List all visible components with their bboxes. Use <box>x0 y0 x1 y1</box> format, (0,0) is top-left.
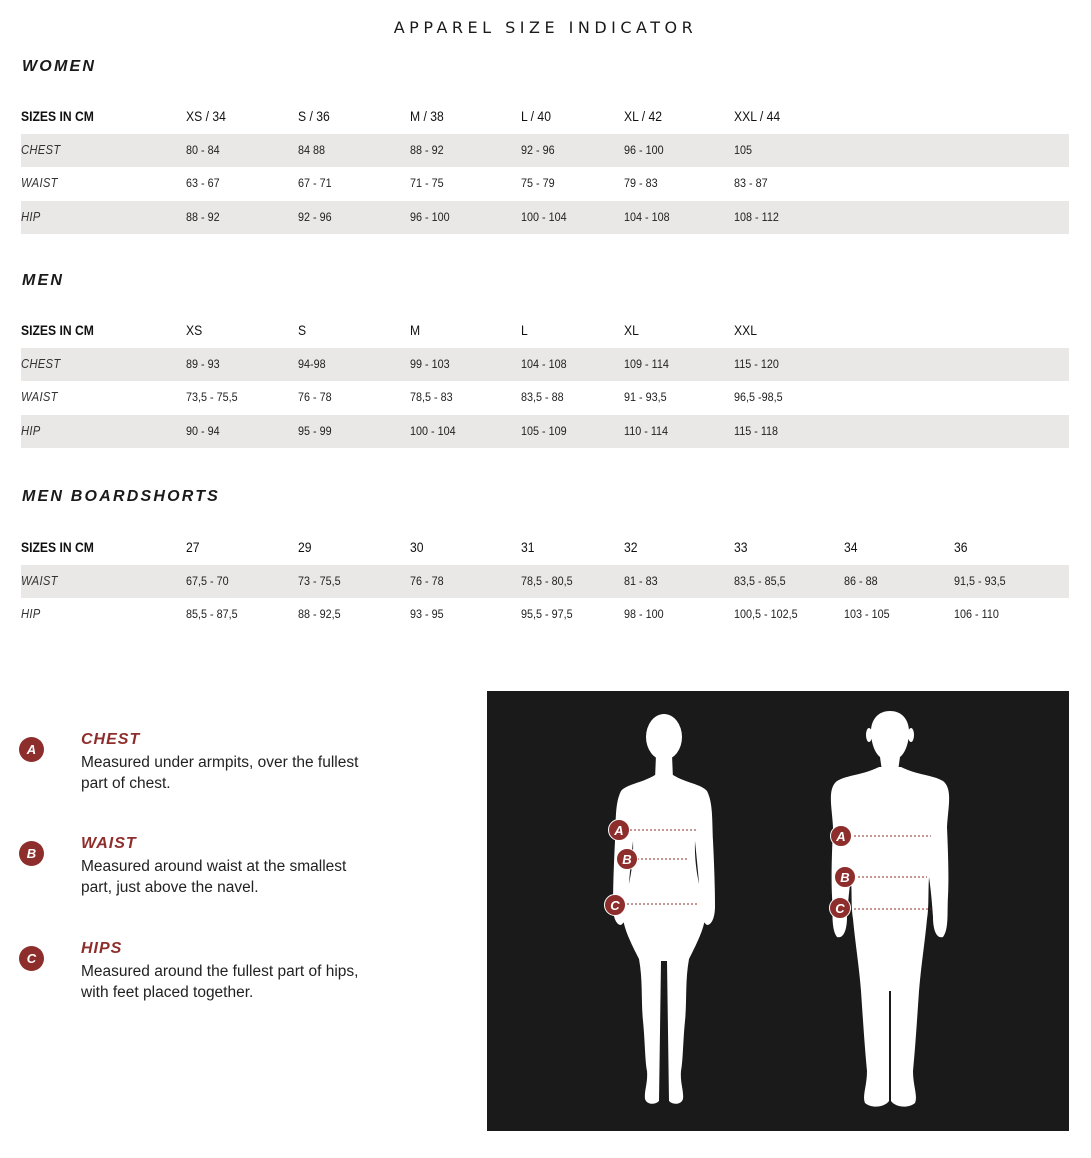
header-cell: XS <box>186 323 203 338</box>
table-cell: 96,5 -98,5 <box>734 390 783 404</box>
body-measurement-figure <box>487 691 1069 1131</box>
marker-label: A <box>614 823 624 838</box>
row-label: CHEST <box>21 142 61 157</box>
legend-item-hips <box>19 937 459 1007</box>
table-cell: 91 - 93,5 <box>624 390 667 404</box>
row-label: HIP <box>21 607 41 621</box>
header-cell: L / 40 <box>521 109 551 124</box>
row-label: HIP <box>21 423 41 438</box>
header-cell: S <box>298 323 307 338</box>
table-cell: 95,5 - 97,5 <box>521 607 573 621</box>
table-cell: 104 - 108 <box>521 356 567 371</box>
marker-label: C <box>610 898 620 913</box>
table-cell: 105 <box>734 142 753 157</box>
woman-marker-b <box>617 849 638 870</box>
table-cell: 67,5 - 70 <box>186 573 229 588</box>
header-cell: XXL <box>734 323 757 338</box>
legend-title: WAIST <box>81 835 137 852</box>
table-cell: 100 - 104 <box>410 423 456 438</box>
table-cell: 110 - 114 <box>624 423 669 438</box>
table-cell: 76 - 78 <box>410 573 444 588</box>
section-title-men-boardshorts: MEN BOARDSHORTS <box>22 488 221 505</box>
table-cell: 108 - 112 <box>734 209 779 224</box>
woman-silhouette-icon <box>613 714 715 1104</box>
table-cell: 88 - 92 <box>410 142 444 157</box>
table-row <box>21 565 1069 599</box>
header-cell: L <box>521 323 528 338</box>
table-cell: 89 - 93 <box>186 356 220 371</box>
table-cell: 96 - 100 <box>410 209 450 224</box>
legend-title: HIPS <box>81 940 123 957</box>
hips-marker-badge: C <box>19 946 44 971</box>
table-row <box>21 381 1069 415</box>
marker-label: B <box>622 852 632 867</box>
header-label: SIZES IN CM <box>21 540 94 555</box>
table-cell: 100 - 104 <box>521 209 567 224</box>
header-cell: XXL / 44 <box>734 109 781 124</box>
size-table-men <box>21 314 1069 448</box>
table-cell: 79 - 83 <box>624 176 658 190</box>
row-label: WAIST <box>21 176 58 190</box>
header-cell: XL / 42 <box>624 109 663 124</box>
legend-description: Measured under armpits, over the fullest part of chest. <box>81 754 359 792</box>
table-cell: 91,5 - 93,5 <box>954 573 1006 588</box>
table-cell: 76 - 78 <box>298 390 332 404</box>
silhouettes-svg <box>487 691 1069 1131</box>
section-title-women: WOMEN <box>22 58 97 75</box>
man-marker-a <box>831 826 852 847</box>
table-cell: 88 - 92 <box>186 209 220 224</box>
legend-item-waist <box>19 832 459 902</box>
waist-marker-badge: B <box>19 841 44 866</box>
table-cell: 78,5 - 80,5 <box>521 573 573 588</box>
legend-item-chest <box>19 728 459 798</box>
table-cell: 105 - 109 <box>521 423 567 438</box>
section-title-men: MEN <box>22 272 65 289</box>
table-cell: 85,5 - 87,5 <box>186 607 238 621</box>
table-cell: 78,5 - 83 <box>410 390 453 404</box>
table-cell: 99 - 103 <box>410 356 450 371</box>
header-cell: M / 38 <box>410 109 444 124</box>
table-row <box>21 348 1069 382</box>
table-cell: 80 - 84 <box>186 142 220 157</box>
table-row <box>21 201 1069 235</box>
table-cell: 81 - 83 <box>624 573 658 588</box>
table-cell: 106 - 110 <box>954 607 999 621</box>
legend-description: Measured around the fullest part of hips, with feet placed together. <box>81 963 359 1001</box>
header-cell: S / 36 <box>298 109 330 124</box>
header-label: SIZES IN CM <box>21 323 94 338</box>
table-cell: 84 88 <box>298 142 326 157</box>
legend-title: CHEST <box>81 731 141 748</box>
table-cell: 98 - 100 <box>624 607 664 621</box>
woman-marker-c <box>605 895 626 916</box>
header-cell: 34 <box>844 540 858 555</box>
row-label: CHEST <box>21 356 61 371</box>
header-cell: XS / 34 <box>186 109 226 124</box>
table-cell: 73 - 75,5 <box>298 573 341 588</box>
table-row <box>21 134 1069 168</box>
header-cell: XL <box>624 323 639 338</box>
table-cell: 94-98 <box>298 356 326 371</box>
table-cell: 115 - 118 <box>734 423 779 438</box>
header-cell: 29 <box>298 540 312 555</box>
table-cell: 103 - 105 <box>844 607 890 621</box>
table-cell: 67 - 71 <box>298 176 332 190</box>
chest-marker-badge: A <box>19 737 44 762</box>
table-cell: 104 - 108 <box>624 209 670 224</box>
table-cell: 83 - 87 <box>734 176 768 190</box>
table-cell: 71 - 75 <box>410 176 444 190</box>
row-label: WAIST <box>21 573 58 588</box>
table-cell: 100,5 - 102,5 <box>734 607 798 621</box>
table-cell: 96 - 100 <box>624 142 664 157</box>
header-cell: 27 <box>186 540 200 555</box>
table-cell: 93 - 95 <box>410 607 444 621</box>
header-cell: 32 <box>624 540 638 555</box>
header-cell: 31 <box>521 540 535 555</box>
table-cell: 73,5 - 75,5 <box>186 390 238 404</box>
table-cell: 109 - 114 <box>624 356 669 371</box>
marker-label: C <box>835 901 845 916</box>
row-label: HIP <box>21 209 41 224</box>
marker-label: A <box>836 829 846 844</box>
table-cell: 115 - 120 <box>734 356 779 371</box>
size-table-men-boardshorts <box>21 531 1069 632</box>
table-cell: 90 - 94 <box>186 423 220 438</box>
table-cell: 88 - 92,5 <box>298 607 341 621</box>
table-cell: 92 - 96 <box>298 209 332 224</box>
legend-description: Measured around waist at the smallest part, just above the navel. <box>81 858 347 896</box>
table-row <box>21 167 1069 201</box>
row-label: WAIST <box>21 390 58 404</box>
woman-marker-a <box>609 820 630 841</box>
man-marker-c <box>830 898 851 919</box>
table-header-row <box>21 314 1069 348</box>
marker-label: B <box>840 870 850 885</box>
man-marker-b <box>835 867 856 888</box>
table-row <box>21 415 1069 449</box>
header-cell: 30 <box>410 540 424 555</box>
table-cell: 83,5 - 85,5 <box>734 573 786 588</box>
table-cell: 92 - 96 <box>521 142 555 157</box>
header-label: SIZES IN CM <box>21 109 94 124</box>
size-table-women <box>21 100 1069 234</box>
page-title: APPAREL SIZE INDICATOR <box>393 18 698 37</box>
header-cell: 33 <box>734 540 748 555</box>
header-cell: 36 <box>954 540 968 555</box>
header-cell: M <box>410 323 421 338</box>
table-cell: 86 - 88 <box>844 573 878 588</box>
table-cell: 83,5 - 88 <box>521 390 564 404</box>
table-cell: 63 - 67 <box>186 176 220 190</box>
table-header-row <box>21 531 1069 565</box>
table-cell: 95 - 99 <box>298 423 332 438</box>
table-header-row <box>21 100 1069 134</box>
table-cell: 75 - 79 <box>521 176 555 190</box>
table-row <box>21 598 1069 632</box>
